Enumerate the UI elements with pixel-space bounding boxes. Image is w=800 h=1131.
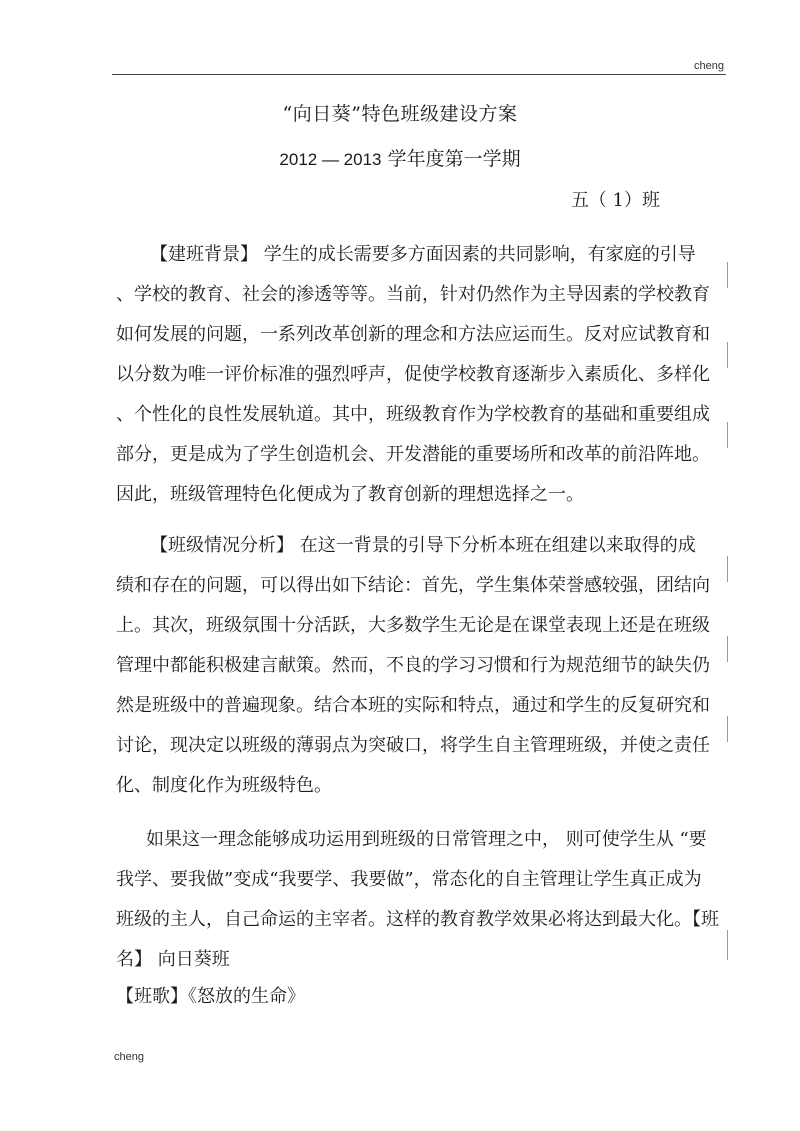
margin-mark xyxy=(727,342,728,368)
document-title: “向日葵”特色班级建设方案 xyxy=(282,103,518,125)
margin-mark xyxy=(727,262,728,288)
paragraph-line: 、学校的教育、社会的渗透等等。当前，针对仍然作为主导因素的学校教育 xyxy=(116,284,710,305)
margin-mark xyxy=(727,930,728,960)
paragraph-line: 以分数为唯一评价标准的强烈呼声，促使学校教育逐渐步入素质化、多样化 xyxy=(116,364,710,385)
paragraph-class-song xyxy=(116,977,305,1017)
margin-mark xyxy=(727,556,728,582)
subtitle-term: 学年度第一学期 xyxy=(387,148,521,170)
footer-tag: cheng xyxy=(114,1051,144,1063)
header-rule xyxy=(112,74,726,75)
class-name: 五（ 1）班 xyxy=(570,190,660,211)
paragraph-background xyxy=(116,235,710,515)
paragraph-line: 管理中都能积极建言献策。然而，不良的学习习惯和行为规范细节的缺失仍 xyxy=(116,655,710,676)
paragraph-line: 化、制度化作为班级特色。 xyxy=(116,775,332,796)
paragraph-line: 然是班级中的普遍现象。结合本班的实际和特点，通过和学生的反复研究和 xyxy=(116,695,710,716)
paragraph-line: 讨论，现决定以班级的薄弱点为突破口，将学生自主管理班级，并使之责任 xyxy=(116,735,710,756)
subtitle-years: 2012 — 2013 xyxy=(279,150,382,169)
paragraph-line: 上。其次，班级氛围十分活跃，大多数学生无论是在课堂表现上还是在班级 xyxy=(116,615,710,636)
margin-mark xyxy=(727,636,728,662)
paragraph-line: 【班歌】《怒放的生命》 xyxy=(116,986,305,1007)
paragraph-line: 名】 向日葵班 xyxy=(116,949,230,970)
paragraph-line: 如果这一理念能够成功运用到班级的日常管理之中， 则可使学生从 “要 xyxy=(146,829,707,850)
paragraph-line: 绩和存在的问题，可以得出如下结论：首先，学生集体荣誉感较强，团结向 xyxy=(116,575,710,596)
paragraph-line: 班级的主人，自己命运的主宰者。这样的教育教学效果必将达到最大化。【班 xyxy=(116,909,719,930)
document-subtitle xyxy=(0,144,800,171)
paragraph-line: 、个性化的良性发展轨道。其中，班级教育作为学校教育的基础和重要组成 xyxy=(116,404,710,425)
paragraph-line: 【班级情况分析】 在这一背景的引导下分析本班在组建以来取得的成 xyxy=(150,535,696,556)
paragraph-class-analysis xyxy=(116,526,710,806)
paragraph-concept xyxy=(116,820,719,980)
margin-mark xyxy=(727,422,728,448)
paragraph-line: 因此，班级管理特色化便成为了教育创新的理想选择之一。 xyxy=(116,484,584,505)
paragraph-line: 【建班背景】 学生的成长需要多方面因素的共同影响，有家庭的引导 xyxy=(150,244,696,265)
header-tag: cheng xyxy=(694,60,724,72)
paragraph-line: 部分，更是成为了学生创造机会、开发潜能的重要场所和改革的前沿阵地。 xyxy=(116,444,710,465)
paragraph-line: 我学、要我做”变成“我要学、我要做”，常态化的自主管理让学生真正成为 xyxy=(116,869,702,890)
margin-mark xyxy=(727,716,728,742)
paragraph-line: 如何发展的问题，一系列改革创新的理念和方法应运而生。反对应试教育和 xyxy=(116,324,710,345)
